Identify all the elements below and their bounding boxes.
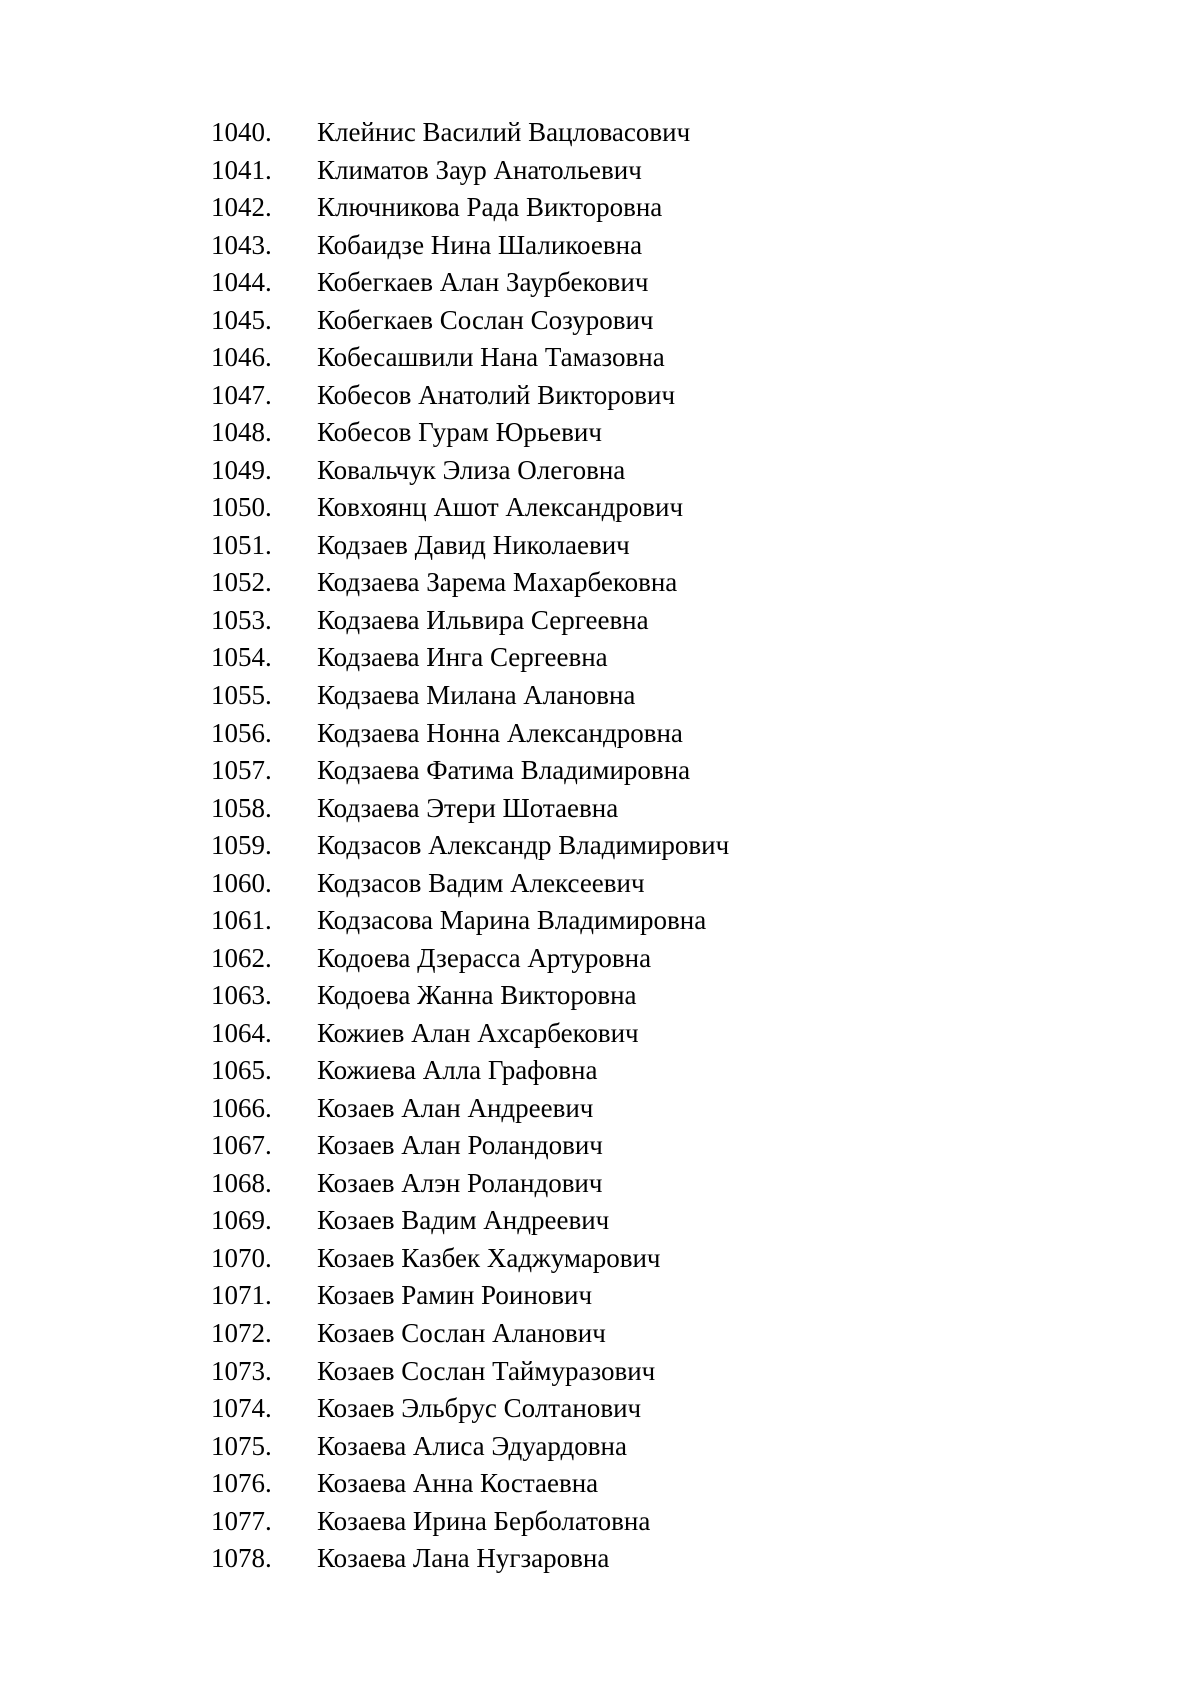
entry-number: 1075.	[211, 1430, 272, 1461]
entry-number: 1059.	[211, 830, 272, 861]
entry-name: Козаев Казбек Хаджумарович	[317, 1242, 661, 1273]
entry-number: 1076.	[211, 1468, 272, 1499]
list-item	[211, 564, 729, 602]
entry-name: Кодзаева Фатима Владимировна	[317, 755, 691, 786]
list-item	[211, 677, 729, 715]
entry-name: Козаев Алан Андреевич	[317, 1092, 594, 1123]
list-item	[211, 1428, 729, 1466]
list-item	[211, 1503, 729, 1541]
entry-number: 1051.	[211, 529, 272, 560]
list-item	[211, 377, 729, 415]
entry-name: Козаев Сослан Аланович	[317, 1318, 606, 1348]
list-item	[211, 1015, 729, 1053]
list-item	[211, 189, 729, 227]
entry-name: Кожиев Алан Ахсарбекович	[317, 1017, 639, 1048]
entry-number: 1069.	[211, 1205, 272, 1236]
entry-number: 1058.	[211, 792, 272, 823]
list-item	[211, 527, 729, 565]
entry-name: Козаева Ирина Берболатовна	[317, 1505, 651, 1536]
entry-number: 1046.	[211, 342, 272, 373]
entry-number: 1048.	[211, 417, 272, 448]
entry-name: Кодзаева Милана Алановна	[317, 679, 636, 710]
entry-number: 1074.	[211, 1393, 272, 1424]
entry-number: 1065.	[211, 1055, 272, 1086]
entry-name: Козаева Алиса Эдуардовна	[317, 1430, 627, 1461]
list-item	[211, 977, 729, 1015]
list-item	[211, 865, 729, 903]
entry-name: Козаева Анна Костаевна	[317, 1468, 599, 1499]
list-item	[211, 602, 729, 640]
name-list	[211, 114, 729, 1578]
list-item	[211, 1465, 729, 1503]
list-item	[211, 752, 729, 790]
list-item	[211, 902, 729, 940]
entry-number: 1049.	[211, 454, 272, 485]
entry-number: 1063.	[211, 980, 272, 1011]
entry-number: 1044.	[211, 267, 272, 298]
list-item	[211, 639, 729, 677]
entry-number: 1040.	[211, 117, 272, 147]
list-item	[211, 1353, 729, 1391]
list-item	[211, 414, 729, 452]
list-item	[211, 1240, 729, 1278]
entry-number: 1042.	[211, 192, 272, 223]
entry-name: Козаев Вадим Андреевич	[317, 1205, 610, 1236]
list-item	[211, 114, 729, 152]
entry-name: Кодоева Жанна Викторовна	[317, 980, 637, 1011]
entry-number: 1047.	[211, 379, 272, 410]
list-item	[211, 339, 729, 377]
entry-number: 1054.	[211, 642, 272, 673]
entry-name: Козаева Лана Нугзаровна	[317, 1543, 610, 1574]
entry-name: Кодзаева Зарема Махарбековна	[317, 567, 678, 598]
entry-name: Кобесов Гурам Юрьевич	[317, 417, 602, 448]
entry-name: Кодзаев Давид Николаевич	[317, 529, 630, 560]
entry-number: 1053.	[211, 604, 272, 635]
entry-number: 1072.	[211, 1318, 272, 1348]
entry-number: 1064.	[211, 1017, 272, 1048]
entry-name: Кожиева Алла Графовна	[317, 1055, 598, 1086]
entry-number: 1061.	[211, 905, 272, 936]
entry-name: Ковхоянц Ашот Александрович	[317, 492, 684, 523]
entry-number: 1070.	[211, 1242, 272, 1273]
entry-name: Козаев Сослан Таймуразович	[317, 1355, 656, 1386]
entry-name: Кодзаева Ильвира Сергеевна	[317, 604, 649, 635]
entry-number: 1056.	[211, 717, 272, 748]
list-item	[211, 790, 729, 828]
entry-number: 1043.	[211, 229, 272, 260]
list-item	[211, 715, 729, 753]
entry-name: Козаев Эльбрус Солтанович	[317, 1393, 642, 1424]
entry-name: Ковальчук Элиза Олеговна	[317, 454, 626, 485]
list-item	[211, 1165, 729, 1203]
list-item	[211, 1390, 729, 1428]
list-item	[211, 302, 729, 340]
entry-number: 1066.	[211, 1092, 272, 1123]
entry-number: 1060.	[211, 867, 272, 898]
list-item	[211, 1315, 729, 1353]
entry-name: Кодзаева Этери Шотаевна	[317, 792, 619, 823]
entry-name: Козаев Алэн Роландович	[317, 1167, 603, 1198]
entry-name: Кобесашвили Нана Тамазовна	[317, 342, 665, 373]
entry-number: 1045.	[211, 304, 272, 335]
entry-name: Кодоева Дзерасса Артуровна	[317, 942, 652, 973]
list-item	[211, 489, 729, 527]
entry-name: Козаев Рамин Роинович	[317, 1280, 593, 1311]
entry-name: Кобегкаев Алан Заурбекович	[317, 267, 649, 298]
list-item	[211, 1277, 729, 1315]
entry-number: 1068.	[211, 1167, 272, 1198]
entry-number: 1055.	[211, 679, 272, 710]
entry-name: Кодзасов Александр Владимирович	[317, 830, 730, 861]
entry-number: 1067.	[211, 1130, 272, 1161]
list-item	[211, 264, 729, 302]
entry-name: Ключникова Рада Викторовна	[317, 192, 663, 223]
entry-number: 1050.	[211, 492, 272, 523]
entry-name: Клейнис Василий Вацловасович	[317, 117, 691, 147]
list-item	[211, 827, 729, 865]
entry-name: Козаев Алан Роландович	[317, 1130, 603, 1161]
entry-number: 1077.	[211, 1505, 272, 1536]
entry-number: 1057.	[211, 755, 272, 786]
list-item	[211, 227, 729, 265]
list-item	[211, 152, 729, 190]
entry-number: 1078.	[211, 1543, 272, 1574]
entry-name: Кодзасова Марина Владимировна	[317, 905, 707, 936]
entry-number: 1071.	[211, 1280, 272, 1311]
list-item	[211, 940, 729, 978]
entry-name: Климатов Заур Анатольевич	[317, 154, 642, 185]
entry-name: Кодзаева Инга Сергеевна	[317, 642, 608, 673]
list-item	[211, 1090, 729, 1128]
entry-name: Кодзаева Нонна Александровна	[317, 717, 683, 748]
entry-number: 1073.	[211, 1355, 272, 1386]
entry-name: Кодзасов Вадим Алексеевич	[317, 867, 645, 898]
entry-name: Кобесов Анатолий Викторович	[317, 379, 676, 410]
list-item	[211, 1127, 729, 1165]
list-item	[211, 1202, 729, 1240]
entry-number: 1041.	[211, 154, 272, 185]
entry-name: Кобегкаев Сослан Созурович	[317, 304, 654, 335]
list-item	[211, 1052, 729, 1090]
entry-name: Кобаидзе Нина Шаликоевна	[317, 229, 643, 260]
entry-number: 1052.	[211, 567, 272, 598]
entry-number: 1062.	[211, 942, 272, 973]
list-item	[211, 1540, 729, 1578]
list-item	[211, 452, 729, 490]
